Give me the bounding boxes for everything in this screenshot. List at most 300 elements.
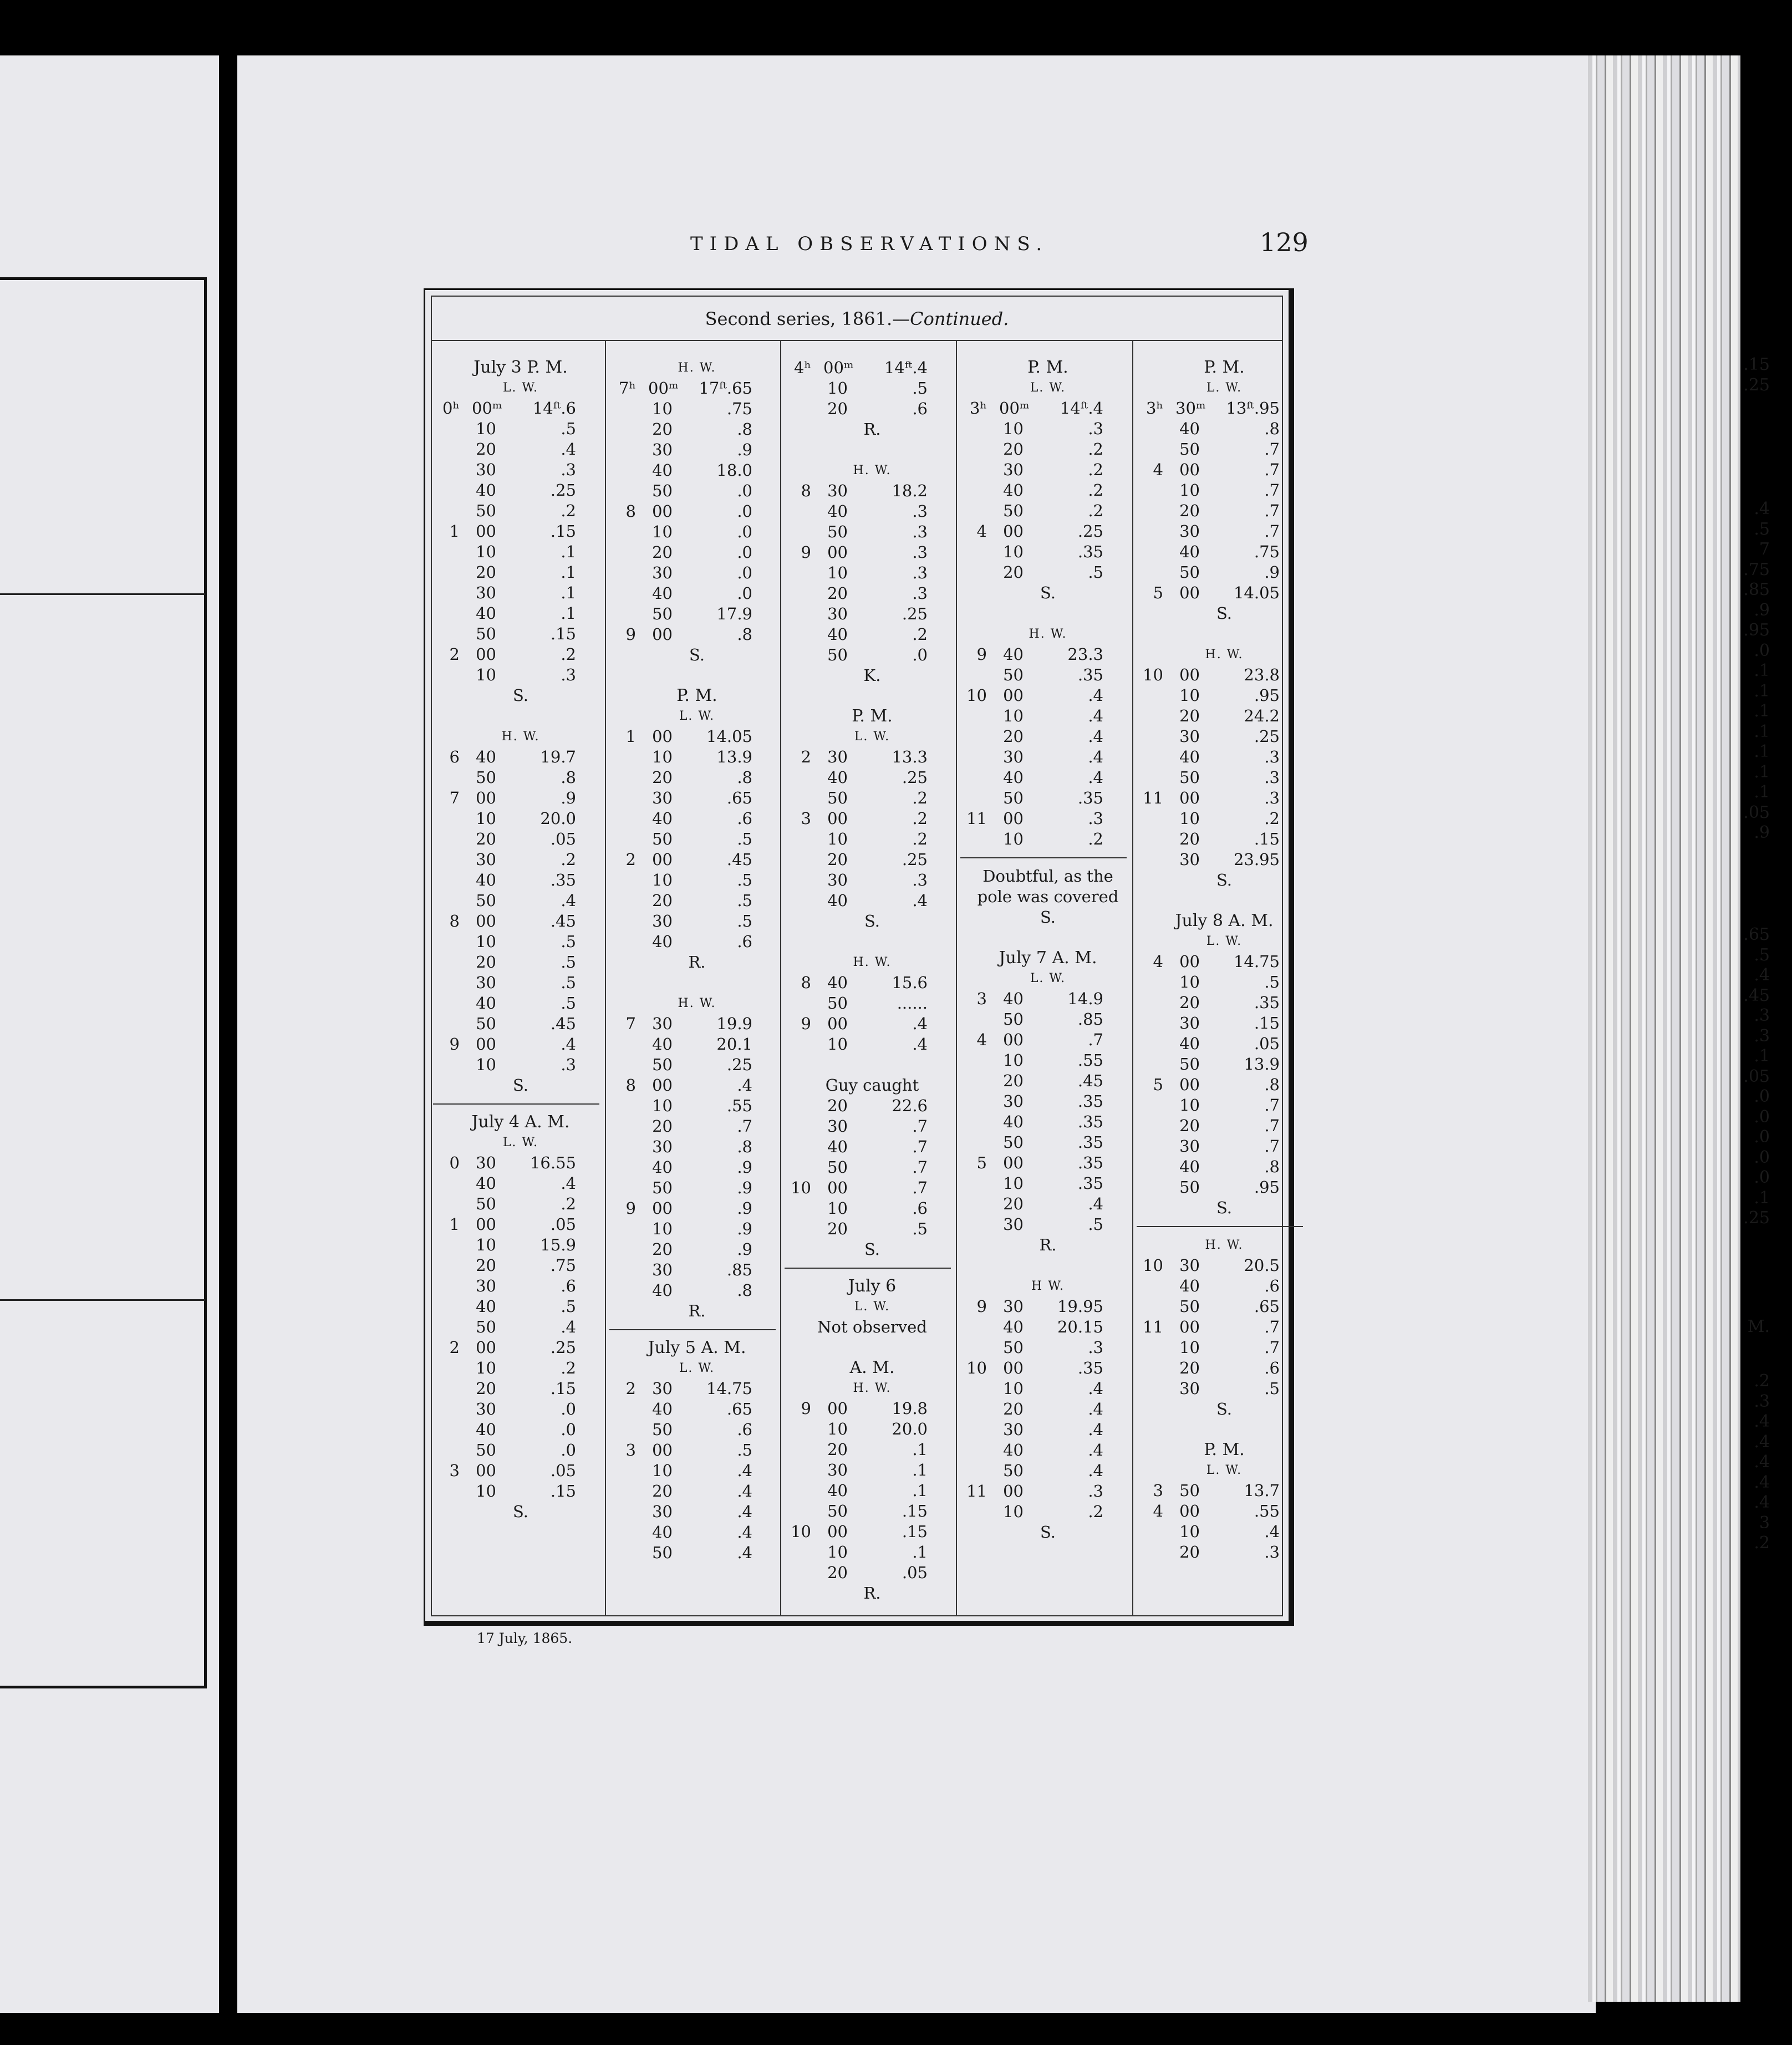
reading-minute: 30 (827, 747, 848, 766)
reading-height: 20.0 (540, 809, 576, 828)
reading-height: .35 (1077, 1174, 1103, 1193)
reading-row (789, 891, 955, 911)
observation-section (614, 1338, 780, 1563)
reading-row (614, 1239, 780, 1260)
reading-minute: 40 (827, 768, 848, 787)
column-rule (605, 341, 606, 1615)
reading-height: .4 (737, 1502, 752, 1521)
reading-minute: 10 (1003, 1379, 1024, 1398)
signature-footer: 17 July, 1865. (477, 1630, 573, 1646)
reading-row (789, 1157, 955, 1178)
reading-height: .7 (1264, 501, 1280, 520)
section-rule (609, 1329, 776, 1330)
reading-height: 14ᶠᵗ.4 (1060, 399, 1103, 418)
reading-minute: 10 (476, 665, 496, 684)
reading-minute: 00 (1179, 1317, 1200, 1336)
reading-height: .2 (1088, 481, 1103, 500)
reading-height: .55 (1254, 1502, 1280, 1520)
reading-hour: 0 (449, 1153, 460, 1172)
reading-hour: 9 (625, 1199, 636, 1218)
reading-height: .35 (1254, 993, 1280, 1012)
reading-minute: 30 (652, 440, 673, 459)
observation-section (437, 1112, 604, 1522)
reading-minute: 40 (652, 1035, 673, 1054)
reading-minute: 20 (1003, 440, 1024, 459)
reading-minute: 30 (652, 912, 673, 930)
reading-height: .1 (912, 1461, 928, 1479)
reading-height: .4 (912, 1014, 928, 1033)
reading-minute: 00 (1003, 809, 1024, 828)
reading-minute: 30 (827, 1117, 848, 1136)
observer-initial: S. (1216, 1198, 1233, 1217)
reading-minute: 00 (652, 502, 673, 521)
observer-initial: S. (1040, 1523, 1056, 1542)
reading-row (614, 1219, 780, 1239)
reading-minute: 10 (1179, 481, 1200, 500)
reading-hour: 9 (801, 1014, 811, 1033)
reading-height: .1 (561, 542, 576, 561)
reading-minute: 40 (1003, 989, 1024, 1008)
reading-row (437, 1255, 604, 1276)
reading-height: .7 (912, 1117, 928, 1136)
reading-minute: 20 (827, 399, 848, 418)
reading-height: .0 (912, 645, 928, 664)
reading-minute: 20 (1003, 727, 1024, 746)
reading-minute: 40 (652, 1400, 673, 1418)
reading-hour: 3 (976, 989, 987, 1008)
reading-height: .85 (1077, 1010, 1103, 1029)
reading-minute: 30 (652, 563, 673, 582)
reading-row (614, 542, 780, 563)
reading-row (614, 1543, 780, 1563)
reading-height: .3 (912, 543, 928, 562)
table-inner (431, 296, 1283, 1616)
reading-row (614, 1178, 780, 1198)
reading-row (614, 583, 780, 604)
reading-minute: 50 (1179, 563, 1200, 582)
reading-row (437, 1481, 604, 1502)
reading-hour: 5 (1153, 1075, 1163, 1094)
reading-hour: 9 (976, 1297, 987, 1316)
reading-minute: 10 (827, 1035, 848, 1054)
reading-minute: 30 (476, 850, 496, 869)
reading-row (789, 1419, 955, 1439)
observation-section (965, 624, 1131, 849)
reading-row (789, 378, 955, 399)
reading-minute: 20 (652, 420, 673, 439)
reading-height: .3 (1088, 809, 1103, 828)
left-divider (0, 1299, 205, 1301)
reading-minute: 20 (476, 953, 496, 971)
reading-minute: 50 (1179, 1481, 1200, 1500)
reading-row (789, 583, 955, 604)
reading-row (437, 1014, 604, 1034)
reading-height: .3 (1264, 747, 1280, 766)
reading-row (1141, 726, 1307, 747)
reading-row (1141, 788, 1307, 808)
observation-section (789, 1358, 955, 1604)
reading-row (614, 460, 780, 481)
reading-row (1141, 1522, 1307, 1542)
reading-hour: 1 (625, 727, 636, 746)
reading-minute: 50 (1003, 1338, 1024, 1357)
observation-section (614, 686, 780, 973)
water-type-label: L. W. (679, 1361, 715, 1375)
reading-hour: 3 (1153, 1481, 1163, 1500)
reading-height: .7 (1264, 1338, 1280, 1357)
reading-minute: 20 (1179, 993, 1200, 1012)
reading-row (437, 501, 604, 521)
reading-minute: 10 (476, 1482, 496, 1500)
table-title: Second series, 1861.— (705, 308, 910, 329)
reading-row (614, 378, 780, 399)
reading-minute: 00 (476, 645, 496, 664)
reading-row (789, 542, 955, 563)
reading-row (965, 726, 1131, 747)
reading-height: 13.9 (1244, 1055, 1280, 1074)
section-title: July 4 A. M. (471, 1112, 570, 1132)
reading-minute: 00 (476, 789, 496, 807)
reading-row (1141, 1358, 1307, 1378)
reading-minute: 30 (476, 973, 496, 992)
observer-initial: S. (864, 912, 880, 930)
reading-height: .4 (737, 1461, 752, 1480)
reading-row (1141, 1255, 1307, 1276)
reading-minute: 50 (827, 994, 848, 1013)
reading-row (614, 932, 780, 952)
observation-section (1141, 644, 1307, 891)
reading-height: .3 (561, 1055, 576, 1074)
reading-height: .5 (1264, 1379, 1280, 1398)
reading-row (437, 829, 604, 849)
reading-height: .7 (1264, 440, 1280, 459)
reading-minute: 30 (1003, 460, 1024, 479)
reading-row (789, 993, 955, 1014)
reading-minute: 30 (1179, 1137, 1200, 1156)
reading-row (614, 1399, 780, 1420)
reading-height: .3 (912, 502, 928, 521)
reading-minute: 00 (1003, 1482, 1024, 1500)
reading-minute: 20 (827, 1563, 848, 1582)
reading-height: .35 (1077, 1092, 1103, 1111)
reading-minute: 00ᵐ (999, 399, 1030, 418)
reading-height: 20.15 (1057, 1317, 1103, 1336)
reading-row (614, 1481, 780, 1502)
reading-row (614, 1075, 780, 1096)
book-edge (1588, 55, 1740, 2002)
reading-height: .25 (902, 850, 928, 869)
observer-initial: R. (688, 1301, 706, 1320)
water-type-label: L. W. (854, 1300, 890, 1314)
reading-row (1141, 542, 1307, 562)
reading-height: .7 (1264, 1317, 1280, 1336)
reading-height: .35 (1077, 665, 1103, 684)
reading-row (1141, 1177, 1307, 1198)
reading-height: .2 (1088, 501, 1103, 520)
reading-height: .4 (561, 1035, 576, 1054)
observation-section (1141, 358, 1307, 624)
reading-minute: 10 (476, 1359, 496, 1377)
reading-height: .4 (1088, 727, 1103, 746)
reading-height: 20.1 (716, 1035, 752, 1054)
reading-row (965, 1153, 1131, 1173)
reading-row (965, 829, 1131, 849)
reading-height: .2 (912, 830, 928, 848)
reading-minute: 40 (1179, 419, 1200, 438)
reading-minute: 10 (1003, 542, 1024, 561)
reading-minute: 10 (827, 1199, 848, 1218)
observation-section (437, 358, 604, 706)
reading-row (789, 1096, 955, 1116)
reading-minute: 00 (476, 1215, 496, 1234)
reading-row (614, 911, 780, 932)
reading-minute: 40 (1179, 542, 1200, 561)
reading-height: .85 (726, 1260, 752, 1279)
reading-hour: 8 (625, 1076, 636, 1095)
reading-row (789, 1563, 955, 1583)
reading-row (614, 747, 780, 767)
reading-height: .05 (550, 1461, 576, 1480)
reading-minute: 40 (652, 932, 673, 951)
reading-row (614, 522, 780, 542)
reading-row (965, 1009, 1131, 1030)
observation-section (965, 948, 1131, 1255)
reading-height: .3 (1264, 1543, 1280, 1561)
reading-height: .25 (902, 768, 928, 787)
reading-row (437, 1378, 604, 1399)
reading-minute: 50 (1003, 1010, 1024, 1029)
reading-row (614, 604, 780, 624)
reading-minute: 10 (1179, 1522, 1200, 1541)
reading-height: .2 (1088, 830, 1103, 848)
water-type-label: H. W. (1205, 1238, 1244, 1252)
reading-height: .7 (1264, 1096, 1280, 1115)
reading-row (789, 767, 955, 788)
reading-row (614, 808, 780, 829)
reading-row (1141, 480, 1307, 501)
reading-minute: 40 (652, 809, 673, 828)
reading-minute: 20 (652, 1240, 673, 1259)
reading-height: 19.9 (716, 1014, 752, 1033)
reading-hour: 2 (625, 850, 636, 869)
reading-row (437, 1055, 604, 1075)
reading-hour: 4 (976, 522, 987, 541)
reading-row (789, 624, 955, 645)
water-type-label: L. W. (854, 730, 890, 744)
reading-height: .0 (737, 502, 752, 521)
reading-minute: 30 (652, 789, 673, 807)
reading-minute: 30 (1179, 522, 1200, 541)
reading-row (965, 398, 1131, 419)
reading-row (965, 644, 1131, 665)
observation-section (789, 952, 955, 1055)
reading-row (789, 481, 955, 501)
reading-row (789, 1034, 955, 1055)
reading-row (1141, 1296, 1307, 1317)
reading-minute: 40 (827, 973, 848, 992)
reading-minute: 00 (476, 1338, 496, 1357)
reading-row (789, 563, 955, 583)
section-title: A. M. (849, 1358, 895, 1377)
reading-minute: 30 (652, 1502, 673, 1521)
left-table-fragment (0, 277, 207, 1688)
water-type-label: L. W. (502, 1136, 539, 1149)
reading-hour: 4ʰ (794, 358, 811, 377)
reading-row (614, 788, 780, 808)
reading-height: .15 (902, 1502, 928, 1520)
reading-height: 23.95 (1233, 850, 1280, 869)
reading-height: .3 (561, 665, 576, 684)
reading-minute: 50 (1003, 1133, 1024, 1152)
reading-row (1141, 1034, 1307, 1054)
reading-height: .2 (912, 809, 928, 828)
reading-minute: 30ᵐ (1175, 399, 1206, 418)
reading-row (1141, 829, 1307, 849)
observation-section (1141, 1440, 1307, 1563)
reading-minute: 40 (1003, 768, 1024, 787)
reading-height: 14ᶠᵗ.4 (884, 358, 928, 377)
reading-row (1141, 1075, 1307, 1095)
reading-height: 15.9 (540, 1235, 576, 1254)
reading-height: 13ᶠᵗ.95 (1226, 399, 1280, 418)
reading-minute: 10 (827, 1543, 848, 1561)
reading-height: .2 (912, 625, 928, 644)
column-rule (956, 341, 957, 1615)
reading-height: .4 (1088, 1461, 1103, 1480)
reading-minute: 00 (1003, 1359, 1024, 1377)
reading-height: 20.5 (1244, 1256, 1280, 1275)
reading-row (437, 767, 604, 788)
reading-hour: 10 (1143, 665, 1163, 684)
reading-height: .1 (912, 1440, 928, 1459)
observation-section (965, 358, 1131, 603)
reading-height: .4 (1088, 706, 1103, 725)
reading-height: .8 (737, 625, 752, 644)
reading-minute: 40 (1179, 1157, 1200, 1176)
reading-minute: 20 (827, 584, 848, 603)
reading-row (437, 891, 604, 911)
reading-row (965, 767, 1131, 788)
reading-row (965, 808, 1131, 829)
reading-row (789, 973, 955, 993)
reading-minute: 00 (1179, 460, 1200, 479)
reading-row (789, 1398, 955, 1419)
reading-hour: 3 (449, 1461, 460, 1480)
reading-minute: 00 (1179, 789, 1200, 807)
reading-row (1141, 808, 1307, 829)
reading-minute: 10 (652, 522, 673, 541)
reading-height: .45 (726, 850, 752, 869)
reading-minute: 30 (827, 604, 848, 623)
water-type-label: H. W. (853, 1381, 892, 1395)
reading-height: .9 (737, 1158, 752, 1177)
observer-initial: S. (512, 686, 529, 705)
reading-row (1141, 665, 1307, 685)
reading-height: .65 (1254, 1297, 1280, 1316)
section-rule (433, 1103, 599, 1105)
reading-row (614, 481, 780, 501)
reading-row (1141, 1481, 1307, 1501)
water-type-label: L. W. (1206, 1463, 1243, 1477)
reading-height: .65 (726, 1400, 752, 1418)
reading-row (965, 1194, 1131, 1214)
reading-row (614, 891, 780, 911)
reading-minute: 00 (1179, 952, 1200, 971)
reading-row (789, 1439, 955, 1460)
reading-row (789, 808, 955, 829)
reading-hour: 10 (1143, 1256, 1163, 1275)
reading-hour: 4 (1153, 460, 1163, 479)
reading-row (965, 1358, 1131, 1378)
reading-height: 13.3 (892, 747, 928, 766)
reading-height: .3 (1264, 789, 1280, 807)
reading-height: .2 (1088, 460, 1103, 479)
reading-row (437, 1337, 604, 1358)
left-values-5: .2 .3 .4 .4 .4 .4 .4 3 .2 (1754, 1371, 1770, 1553)
reading-hour: 9 (976, 645, 987, 664)
reading-height: .7 (912, 1137, 928, 1156)
reading-row (614, 624, 780, 645)
reading-height: .45 (550, 1014, 576, 1033)
reading-minute: 30 (1003, 1420, 1024, 1439)
reading-height: 14.05 (1233, 583, 1280, 602)
reading-minute: 40 (652, 1523, 673, 1542)
reading-minute: 10 (652, 871, 673, 889)
reading-minute: 20 (476, 1379, 496, 1398)
left-values-2: .4 .5 7 .75 .85 .9 .95 .0 .1 .1 .1 .1 .1 .1 .1 .05 .9 (1743, 499, 1770, 842)
reading-height: .1 (561, 604, 576, 623)
water-type-label: L. W. (1030, 381, 1066, 395)
reading-hour: 3 (801, 809, 811, 828)
reading-row (1141, 1157, 1307, 1177)
reading-height: .4 (1088, 1379, 1103, 1398)
reading-minute: 50 (1179, 1297, 1200, 1316)
reading-height: .95 (1254, 1178, 1280, 1197)
reading-minute: 50 (1003, 1461, 1024, 1480)
reading-height: 23.8 (1244, 665, 1280, 684)
reading-row (437, 1153, 604, 1173)
reading-height: .3 (1088, 419, 1103, 438)
reading-minute: 40 (1003, 1112, 1024, 1131)
water-type-label: H W. (1031, 1279, 1065, 1293)
reading-row (965, 521, 1131, 542)
reading-height: 14.75 (706, 1379, 752, 1398)
reading-minute: 50 (652, 604, 673, 623)
reading-minute: 50 (1179, 1055, 1200, 1074)
reading-row (965, 1112, 1131, 1132)
reading-row (437, 1173, 604, 1194)
reading-height: .2 (561, 501, 576, 520)
reading-height: .5 (737, 891, 752, 910)
reading-height: .35 (1077, 1133, 1103, 1152)
reading-height: .0 (561, 1420, 576, 1439)
observer-initial: S. (864, 1240, 880, 1259)
reading-minute: 50 (652, 1543, 673, 1562)
reading-minute: 10 (1003, 419, 1024, 438)
reading-minute: 50 (476, 1441, 496, 1459)
reading-row (1141, 460, 1307, 480)
reading-minute: 10 (476, 932, 496, 951)
reading-minute: 40 (827, 625, 848, 644)
reading-height: .4 (912, 1035, 928, 1054)
reading-hour: 7ʰ (619, 379, 636, 398)
reading-row (1141, 439, 1307, 460)
reading-minute: 30 (827, 1461, 848, 1479)
reading-row (614, 419, 780, 440)
water-type-label: H. W. (501, 730, 540, 744)
reading-row (437, 1317, 604, 1337)
reading-height: .9 (737, 440, 752, 459)
